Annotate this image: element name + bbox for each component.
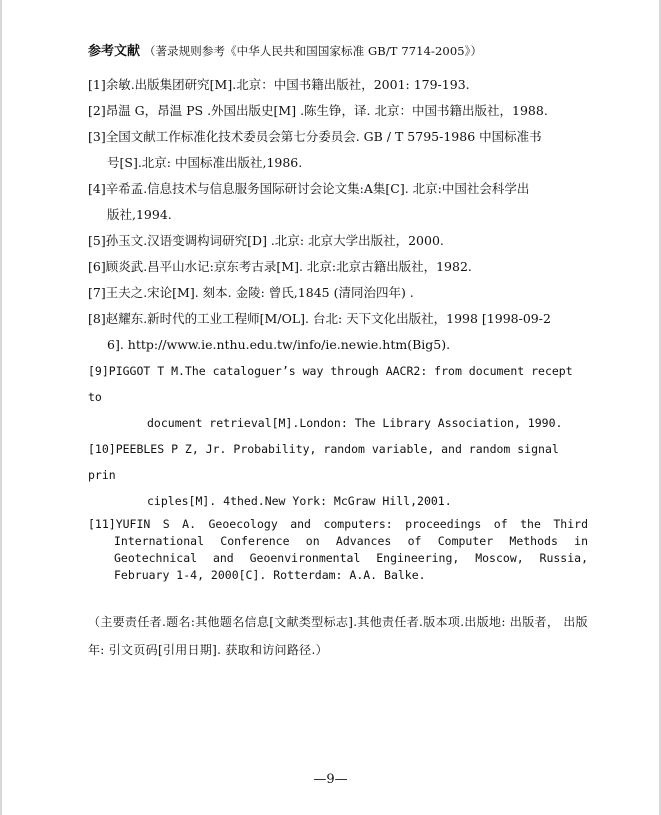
reference-item [88, 254, 588, 280]
references-heading [88, 41, 588, 62]
page-border-left [0, 0, 2, 815]
reference-line: [10]PEEBLES P Z, Jr. Probability, random variable, and random signal prin [88, 442, 559, 482]
reference-line-continued: ciples[M]. 4thed.New York: McGraw Hill,2001. [147, 494, 452, 508]
reference-line: [5]孙玉文.汉语变调构词研究[D] .北京: 北京大学出版社，2000. [88, 233, 444, 248]
reference-item [88, 280, 588, 306]
document-body [88, 41, 588, 664]
citation-format-summary: （主要责任者.题名:其他题名信息[文献类型标志].其他责任者.版本项.出版地: 出版者， 出版年: 引文页码[引用日期]. 获取和访问路径.） [88, 615, 588, 657]
reference-line: [6]顾炎武.昌平山水记:京东考古录[M]. 北京:北京古籍出版社，1982. [88, 259, 472, 274]
reference-item [88, 228, 588, 254]
references-title: 参考文献 [88, 44, 141, 59]
reference-url: 6]. http://www.ie.nthu.edu.tw/info/ie.newie.htm(Big5). [107, 337, 451, 352]
reference-item [88, 176, 588, 228]
reference-item [88, 358, 588, 436]
reference-item [88, 98, 588, 124]
references-standard-note: （著录规则参考《中华人民共和国国家标准 GB/T 7714-2005》） [143, 44, 483, 58]
reference-item: [11]YUFIN S A. Geoecology and computers: proceedings of the Third International Conference on Advances of Computer Methods in Geotechnical and Geoenvironmental Engineering, Moscow, Russia, February 1-4, 2000[C]. Rotterdam: A.A. Balke. [88, 517, 588, 582]
reference-line-continued: 版社,1994. [107, 207, 172, 222]
page-number: —9— [313, 772, 348, 787]
reference-line: [2]昂温 G，昂温 PS .外国出版史[M] .陈生铮，译. 北京：中国书籍出版社，1988. [88, 103, 548, 118]
reference-line: [1]余敏.出版集团研究[M].北京：中国书籍出版社，2001: 179-193. [88, 77, 470, 92]
reference-item [88, 72, 588, 98]
reference-line: [7]王夫之.宋论[M]. 刻本. 金陵: 曾氏,1845 (清同治四年) . [88, 285, 414, 300]
reference-item [88, 306, 588, 358]
reference-line-continued: document retrieval[M].London: The Library Association, 1990. [147, 416, 563, 430]
reference-line: [8]赵耀东.新时代的工业工程师[M/OL]. 台北: 天下文化出版社，1998 [1998-09-2 [88, 311, 551, 326]
reference-list [88, 72, 588, 584]
reference-item [88, 124, 588, 176]
reference-line: [9]PIGGOT T M.The cataloguer’s way through AACR2: from document recept to [88, 364, 573, 404]
reference-line: [3]全国文献工作标准化技术委员会第七分委员会. GB / T 5795-1986 中国标准书 [88, 129, 542, 144]
reference-line: [4]辛希孟.信息技术与信息服务国际研讨会论文集:A集[C]. 北京:中国社会科学出 [88, 181, 530, 196]
reference-line-continued: 号[S].北京: 中国标准出版社,1986. [107, 155, 303, 170]
reference-item [88, 436, 588, 514]
